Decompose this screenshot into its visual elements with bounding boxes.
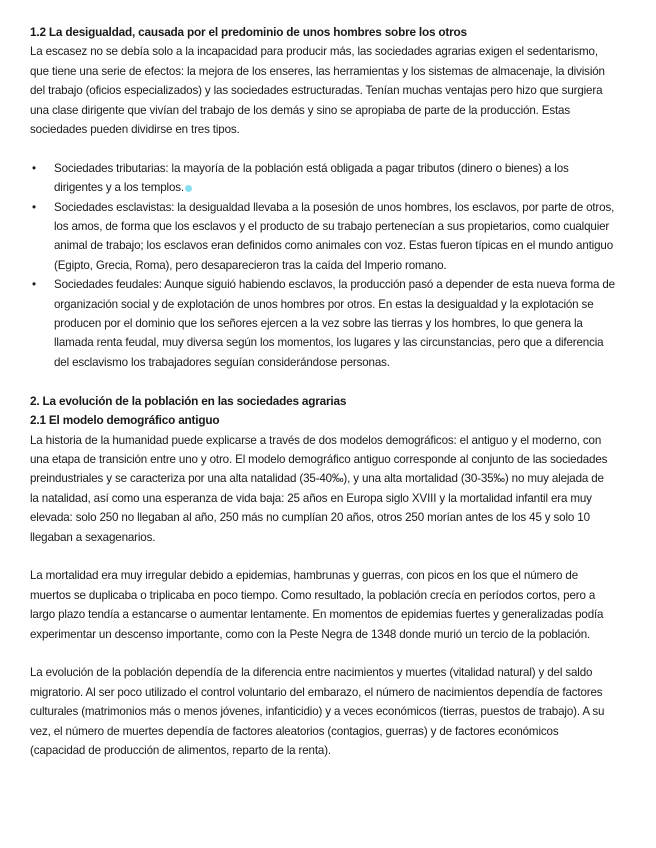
spacer <box>30 372 615 391</box>
list-item-text: Sociedades tributarias: la mayoría de la población está obligada a pagar tributos (dinero o bienes) a los dirigentes y a los templos. <box>54 161 569 195</box>
list-item-text: Sociedades feudales: Aunque siguió habiendo esclavos, la producción pasó a depender de esta nueva forma de organización social y de explotación de unos hombres por otros. En estas la desigualdad y la explotación se producen por el dominio que los señores ejercen a la vez sobre las tierras y los hombres, lo que genera la llamada renta feudal, muy diversa según los momentos, los lugares y las circunstancias, pero que a diferencia del esclavismo los trabajadores seguían considerándose personas. <box>54 278 615 369</box>
section-heading-evolucion: 2. La evolución de la población en las sociedades agrarias <box>30 393 347 408</box>
paragraph: La evolución de la población dependía de la diferencia entre nacimientos y muertes (vitalidad natural) y del saldo migratorio. Al ser poco utilizado el control voluntario del embarazo, el número de nacimientos dependía de factores culturales (matrimonios más o menos jóvenes, infanticidio) y a veces económicos (tierras, puestos de trabajo). A su vez, el número de muertes dependía de factores aleatorios (contagios, guerras) y de factores económicos (capacidad de producción de alimentos, reparto de la renta). <box>30 666 605 757</box>
paragraph-intro: La escasez no se debía solo a la incapacidad para producir más, las sociedades agrarias exigen el sedentarismo, que tiene una serie de efectos: la mejora de los enseres, las herramientas y los sistemas de almacenaje, la división del trabajo (oficios especializados) y las sociedades estructuradas. Tenían muchas ventajas pero hizo que surgiera una clase dirigente que vivían del trabajo de los demás y sino se apropiaba de parte de la producción. Estas sociedades pueden dividirse en tres tipos. <box>30 45 605 137</box>
cursor-highlight-icon <box>185 185 192 192</box>
spacer <box>30 644 615 663</box>
list-item <box>30 159 615 198</box>
bullet-icon: • <box>32 278 36 292</box>
document-page <box>30 23 615 760</box>
bullet-icon: • <box>32 200 36 214</box>
section-heading-desigualdad: 1.2 La desigualdad, causada por el predominio de unos hombres sobre los otros <box>30 25 467 39</box>
spacer <box>30 139 615 158</box>
spacer <box>30 547 615 566</box>
list-item-text: Sociedades esclavistas: la desigualdad llevaba a la posesión de unos hombres, los esclavos, por parte de otros, los amos, de forma que los esclavos y el producto de su trabajo pertenecían a sus propietarios, como cualquier animal de trabajo; los esclavos eran definidos como animales con voz. Estas fueron típicas en el mundo antiguo (Egipto, Grecia, Roma), pero desaparecieron tras la caída del Imperio romano. <box>54 200 615 272</box>
bullet-icon: • <box>32 161 36 175</box>
bullet-list-societies <box>30 159 615 372</box>
list-item <box>30 198 615 276</box>
paragraph: La mortalidad era muy irregular debido a epidemias, hambrunas y guerras, con picos en los que el número de muertos se duplicaba o triplicaba en poco tiempo. Como resultado, la población crecía en períodos cortos, pero a largo plazo tendía a estancarse o aumentar lentamente. En momentos de epidemias fuertes y generalizadas podía experimentar un descenso importante, como con la Peste Negra de 1348 donde murió un tercio de la población. <box>30 569 604 641</box>
subsection-heading-modelo: 2.1 El modelo demográfico antiguo <box>30 413 220 428</box>
paragraph: La historia de la humanidad puede explicarse a través de dos modelos demográficos: el antiguo y el moderno, con una etapa de transición entre uno y otro. El modelo demográfico antiguo corresponde al conjunto de las sociedades preindustriales y se caracteriza por una alta natalidad (35-40‰), y una alta mortalidad (30-35‰) no muy alejada de la natalidad, así como una esperanza de vida baja: 25 años en Europa siglo XVIII y la mortalidad infantil era muy elevada: solo 250 no llegaban al año, 250 más no cumplían 20 años, otros 250 morían antes de los 45 y solo 10 llegaban a sexagenarios. <box>30 433 608 544</box>
list-item <box>30 275 615 372</box>
